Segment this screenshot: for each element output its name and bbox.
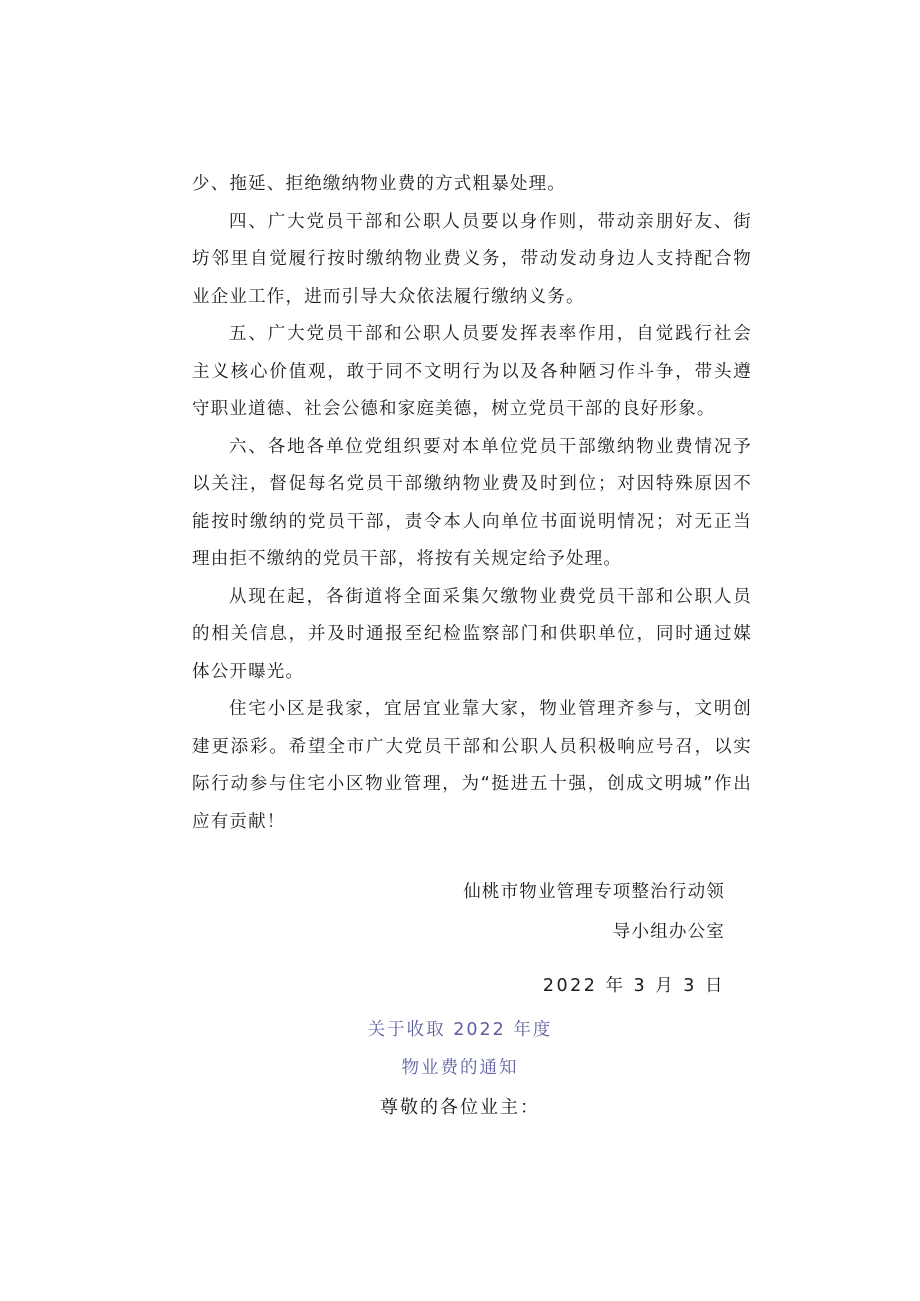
signature-date: 2022 年 3 月 3 日 (542, 976, 725, 996)
notice-title-line-2: 物业费的通知 (401, 1058, 519, 1078)
signature-issuer-line-1: 仙桃市物业管理专项整治行动领 (463, 882, 725, 902)
paragraph-item-5: 五、广大党员干部和公职人员要发挥表率作用，自觉践行社会主义核心价值观，敢于同不文明行为以及各种陋习作斗争，带头遵守职业道德、社会公德和家庭美德，树立党员干部的良好形象。 (192, 324, 752, 419)
paragraph-item-6: 六、各地各单位党组织要对本单位党员干部缴纳物业费情况予以关注，督促每名党员干部缴纳物业费及时到位；对因特殊原因不能按时缴纳的党员干部，责令本人向单位书面说明情况；对无正当理由拒不缴纳的党员干部，将按有关规定给予处理。 (192, 436, 752, 569)
notice-greeting: 尊敬的各位业主： (380, 1097, 540, 1118)
signature-issuer-line-2: 导小组办公室 (612, 922, 725, 942)
paragraph-continuation: 少、拖延、拒绝缴纳物业费的方式粗暴处理。 (192, 174, 566, 194)
paragraph-item-4: 四、广大党员干部和公职人员要以身作则，带动亲朋好友、街坊邻里自觉履行按时缴纳物业费义务，带动发动身边人支持配合物业企业工作，进而引导大众依法履行缴纳义务。 (192, 211, 752, 307)
paragraph-closing-appeal: 住宅小区是我家，宜居宜业靠大家，物业管理齐参与，文明创建更添彩。希望全市广大党员干部和公职人员积极响应号召，以实际行动参与住宅小区物业管理，为“挺进五十强，创成文明城”作出应有贡献！ (192, 699, 752, 832)
notice-title-line-1: 关于收取 2022 年度 (367, 1020, 553, 1040)
paragraph-from-now-on: 从现在起，各街道将全面采集欠缴物业费党员干部和公职人员的相关信息，并及时通报至纪检监察部门和供职单位，同时通过媒体公开曝光。 (192, 586, 752, 682)
document-body (192, 166, 752, 841)
signature-block (463, 872, 725, 1006)
